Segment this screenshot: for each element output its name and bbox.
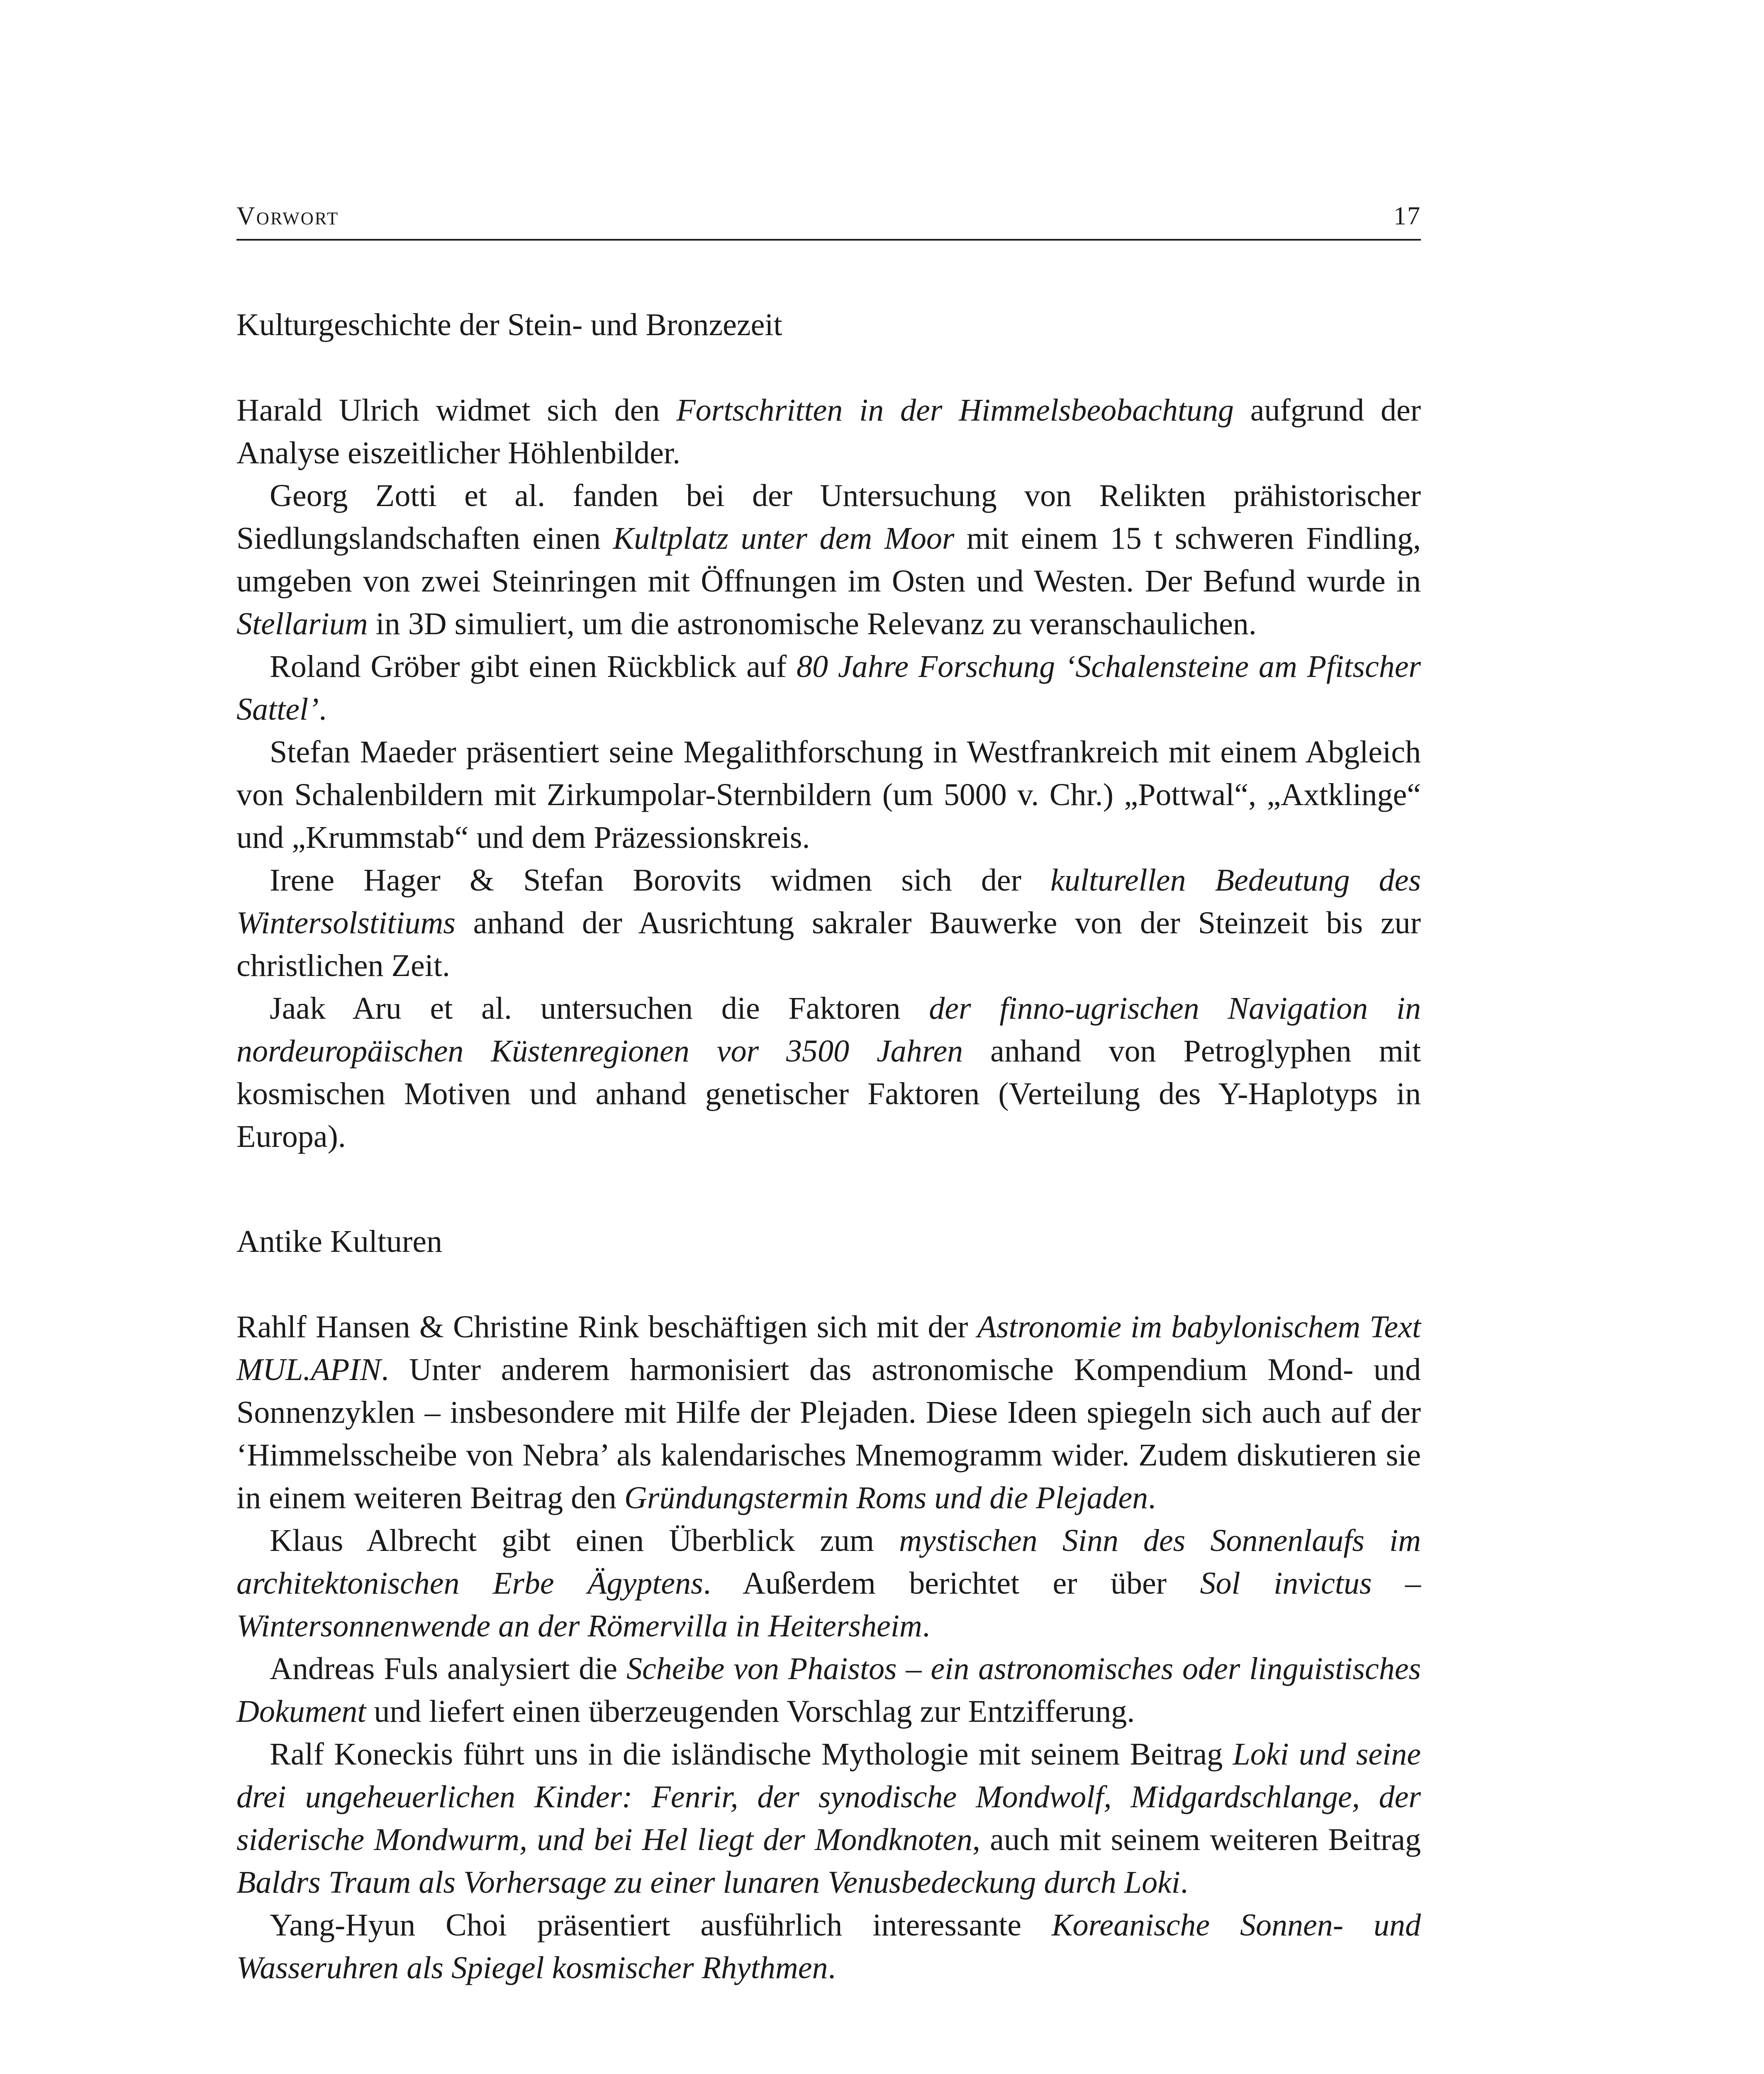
- paragraph: [236, 1519, 1421, 1648]
- section-heading: Antike Kulturen: [236, 1224, 443, 1259]
- text-run: Jaak Aru et al. untersuchen die Faktoren: [270, 991, 929, 1026]
- text-run: aufgrund der Analyse eiszeitlicher Höhlenbilder.: [236, 393, 1421, 470]
- paragraph: [236, 1904, 1421, 1989]
- italic-title-run: kulturellen Bedeutung des Wintersolstitiums: [236, 863, 1421, 940]
- running-head-title: Vorwort: [236, 202, 339, 230]
- text-run: , auch mit seinem weiteren Beitrag: [972, 1822, 1421, 1857]
- paragraph: [236, 645, 1421, 731]
- section-stone-bronze-age: [236, 304, 1421, 1158]
- text-run: Klaus Albrecht gibt einen Überblick zum: [270, 1523, 899, 1558]
- section-heading: Kulturgeschichte der Stein- und Bronzezeit: [236, 307, 782, 342]
- italic-title-run: Stellarium: [236, 606, 368, 641]
- paragraph: [236, 1648, 1421, 1733]
- text-run: . Außerdem berichtet er über: [703, 1566, 1200, 1601]
- text-run: Roland Gröber gibt einen Rückblick auf: [270, 649, 797, 684]
- paragraph: [236, 1306, 1421, 1519]
- text-run: anhand von Petroglyphen mit kosmischen Motiven und anhand genetischer Faktoren (Verteilung des Y-Haplotyps in Europa).: [236, 1034, 1421, 1154]
- italic-title-run: Kultplatz unter dem Moor: [613, 521, 955, 556]
- text-run: Ralf Koneckis führt uns in die isländische Mythologie mit seinem Beitrag: [270, 1737, 1233, 1772]
- text-run: anhand der Ausrichtung sakraler Bauwerke von der Steinzeit bis zur christlichen Zeit.: [236, 906, 1421, 983]
- italic-title-run: 80 Jahre Forschung ‘Schalensteine am Pfitscher Sattel’: [236, 649, 1421, 727]
- text-run: Harald Ulrich widmet sich den: [236, 393, 677, 428]
- paragraph: [236, 1733, 1421, 1904]
- section-ancient-cultures: [236, 1220, 1421, 1989]
- paragraph: [236, 987, 1421, 1158]
- italic-title-run: Baldrs Traum als Vorhersage zu einer lunaren Venusbedeckung durch Loki: [236, 1865, 1180, 1900]
- text-run: .: [922, 1609, 930, 1643]
- italic-title-run: Fortschritten in der Himmelsbeobachtung: [676, 393, 1234, 428]
- italic-title-run: Scheibe von Phaistos – ein astronomisches oder linguistisches Dokument: [236, 1651, 1421, 1729]
- italic-title-run: Astronomie im babylonischem Text MUL.APIN: [236, 1310, 1421, 1387]
- paragraph: [236, 475, 1421, 645]
- text-run: Irene Hager & Stefan Borovits widmen sich der: [270, 863, 1051, 898]
- text-run: mit einem 15 t schweren Findling, umgeben von zwei Steinringen mit Öffnungen im Osten und Westen. Der Befund wurde in: [236, 521, 1421, 599]
- section-paragraphs: [236, 389, 1421, 1158]
- text-run: in 3D simuliert, um die astronomische Relevanz zu veranschaulichen.: [368, 606, 1257, 641]
- text-run: . Unter anderem harmonisiert das astronomische Kompendium Mond- und Sonnenzyklen – insbesondere mit Hilfe der Plejaden. Diese Ideen spiegeln sich auch auf der ‘Himmelsscheibe von Nebra’ als kalendarisches Mnemogramm wider. Zudem diskutieren sie in einem weiteren Beitrag den: [236, 1352, 1421, 1515]
- paragraph: [236, 859, 1421, 987]
- text-run: .: [828, 1950, 836, 1985]
- italic-title-run: Gründungstermin Roms und die Plejaden: [624, 1480, 1148, 1515]
- italic-title-run: Loki und seine drei ungeheuerlichen Kinder: Fenrir, der synodische Mondwolf, Midgardschlange, der siderische Mondwurm, und bei Hel liegt der Mondknoten: [236, 1737, 1421, 1857]
- text-run: und liefert einen überzeugenden Vorschlag zur Entzifferung.: [366, 1694, 1135, 1729]
- italic-title-run: Koreanische Sonnen- und Wasseruhren als Spiegel kosmischer Rhythmen: [236, 1908, 1421, 1985]
- paragraph: [236, 731, 1421, 859]
- section-paragraphs: [236, 1306, 1421, 1989]
- text-run: Georg Zotti et al. fanden bei der Untersuchung von Relikten prähistorischer Siedlungslandschaften einen: [236, 478, 1421, 556]
- italic-title-run: mystischen Sinn des Sonnenlaufs im architektonischen Erbe Ägyptens: [236, 1523, 1421, 1601]
- running-head: [236, 203, 1421, 241]
- italic-title-run: der finno-ugrischen Navigation in nordeuropäischen Küstenregionen vor 3500 Jahren: [236, 991, 1421, 1069]
- text-run: Stefan Maeder präsentiert seine Megalithforschung in Westfrankreich mit einem Abgleich von Schalenbildern mit Zirkumpolar-Sternbildern (um 5000 v. Chr.) „Pottwal“, „Axtklinge“ und „Krummstab“ und dem Präzessionskreis.: [236, 735, 1421, 855]
- text-run: .: [1148, 1480, 1156, 1515]
- italic-title-run: Sol invictus – Wintersonnenwende an der Römervilla in Heitersheim: [236, 1566, 1421, 1643]
- page-number: 17: [1394, 202, 1421, 230]
- book-page: [236, 203, 1421, 1989]
- text-run: .: [1180, 1865, 1188, 1900]
- paragraph: [236, 389, 1421, 475]
- text-run: .: [319, 692, 327, 727]
- text-run: Andreas Fuls analysiert die: [270, 1651, 626, 1686]
- text-run: Yang-Hyun Choi präsentiert ausführlich interessante: [270, 1908, 1052, 1943]
- text-run: Rahlf Hansen & Christine Rink beschäftigen sich mit der: [236, 1310, 977, 1344]
